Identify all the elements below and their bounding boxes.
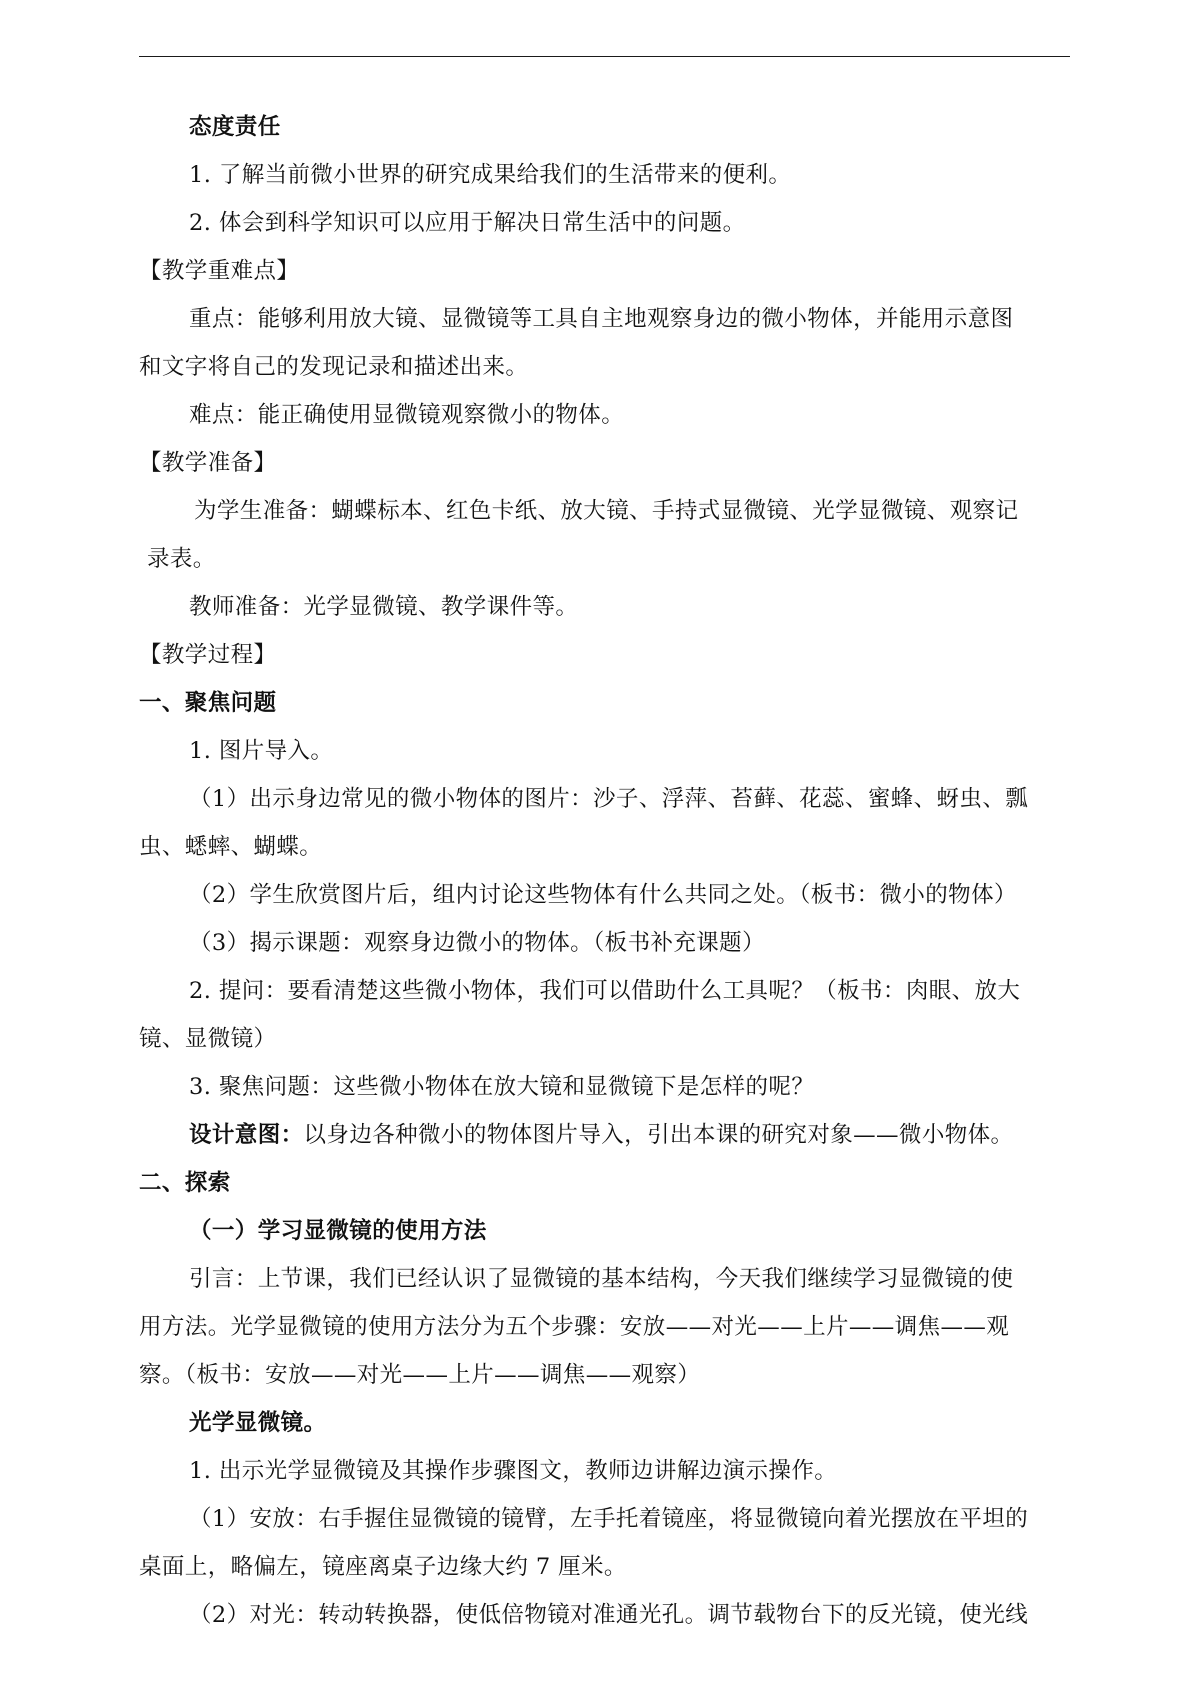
key-point-line-1: 重点：能够利用放大镜、显微镜等工具自主地观察身边的微小物体，并能用示意图	[189, 306, 1014, 332]
optical-microscope-heading: 光学显微镜。	[189, 1410, 327, 1436]
attitude-heading: 态度责任	[189, 114, 281, 140]
placement-line-1: （1）安放：右手握住显微镜的镜臂，左手托着镜座，将显微镜向着光摆放在平坦的	[189, 1506, 1029, 1532]
part1-sub1-line-2: 虫、蟋蟀、蝴蝶。	[139, 834, 323, 860]
design-intent-text: 以身边各种微小的物体图片导入，引出本课的研究对象——微小物体。	[303, 1122, 1014, 1148]
intro-line-3: 察。（板书：安放——对光——上片——调焦——观察）	[139, 1362, 701, 1388]
student-prep-line-1: 为学生准备：蝴蝶标本、红色卡纸、放大镜、手持式显微镜、光学显微镜、观察记	[194, 498, 1019, 524]
part1-sub3: （3）揭示课题：观察身边微小的物体。（板书补充课题）	[189, 930, 765, 956]
attitude-item-2: 2. 体会到科学知识可以应用于解决日常生活中的问题。	[189, 210, 746, 236]
attitude-item-1: 1. 了解当前微小世界的研究成果给我们的生活带来的便利。	[189, 162, 792, 188]
part2-heading: 二、探索	[139, 1170, 231, 1196]
placement-line-2: 桌面上，略偏左，镜座离桌子边缘大约 7 厘米。	[139, 1554, 627, 1580]
part1-sub2: （2）学生欣赏图片后，组内讨论这些物体有什么共同之处。（板书：微小的物体）	[189, 882, 1017, 908]
key-points-heading: 【教学重难点】	[139, 258, 300, 284]
key-point-line-2: 和文字将自己的发现记录和描述出来。	[139, 354, 529, 380]
step-1: 1. 出示光学显微镜及其操作步骤图文，教师边讲解边演示操作。	[189, 1458, 838, 1484]
difficulty-point: 难点：能正确使用显微镜观察微小的物体。	[189, 402, 625, 428]
part1-item-2-line-2: 镜、显微镜）	[139, 1026, 277, 1052]
light-adjust-line-1: （2）对光：转动转换器，使低倍物镜对准通光孔。调节载物台下的反光镜，使光线	[189, 1602, 1029, 1628]
part2-sub-heading: （一）学习显微镜的使用方法	[189, 1218, 487, 1244]
part1-sub1-line-1: （1）出示身边常见的微小物体的图片：沙子、浮萍、苔藓、花蕊、蜜蜂、蚜虫、瓢	[189, 786, 1029, 812]
intro-line-2: 用方法。光学显微镜的使用方法分为五个步骤：安放——对光——上片——调焦——观	[139, 1314, 1010, 1340]
header-rule	[139, 56, 1070, 57]
teacher-prep: 教师准备：光学显微镜、教学课件等。	[189, 594, 579, 620]
design-intent	[189, 1120, 1013, 1150]
design-intent-label: 设计意图：	[189, 1122, 304, 1148]
part1-item-1: 1. 图片导入。	[189, 738, 334, 764]
part1-item-2-line-1: 2. 提问：要看清楚这些微小物体，我们可以借助什么工具呢？（板书：肉眼、放大	[189, 978, 1021, 1004]
student-prep-line-2: 录表。	[147, 546, 216, 572]
part1-heading: 一、聚焦问题	[139, 690, 277, 716]
preparation-heading: 【教学准备】	[139, 450, 277, 476]
part1-item-3: 3. 聚焦问题：这些微小物体在放大镜和显微镜下是怎样的呢？	[189, 1074, 815, 1100]
process-heading: 【教学过程】	[139, 642, 277, 668]
intro-line-1: 引言：上节课，我们已经认识了显微镜的基本结构，今天我们继续学习显微镜的使	[189, 1266, 1014, 1292]
